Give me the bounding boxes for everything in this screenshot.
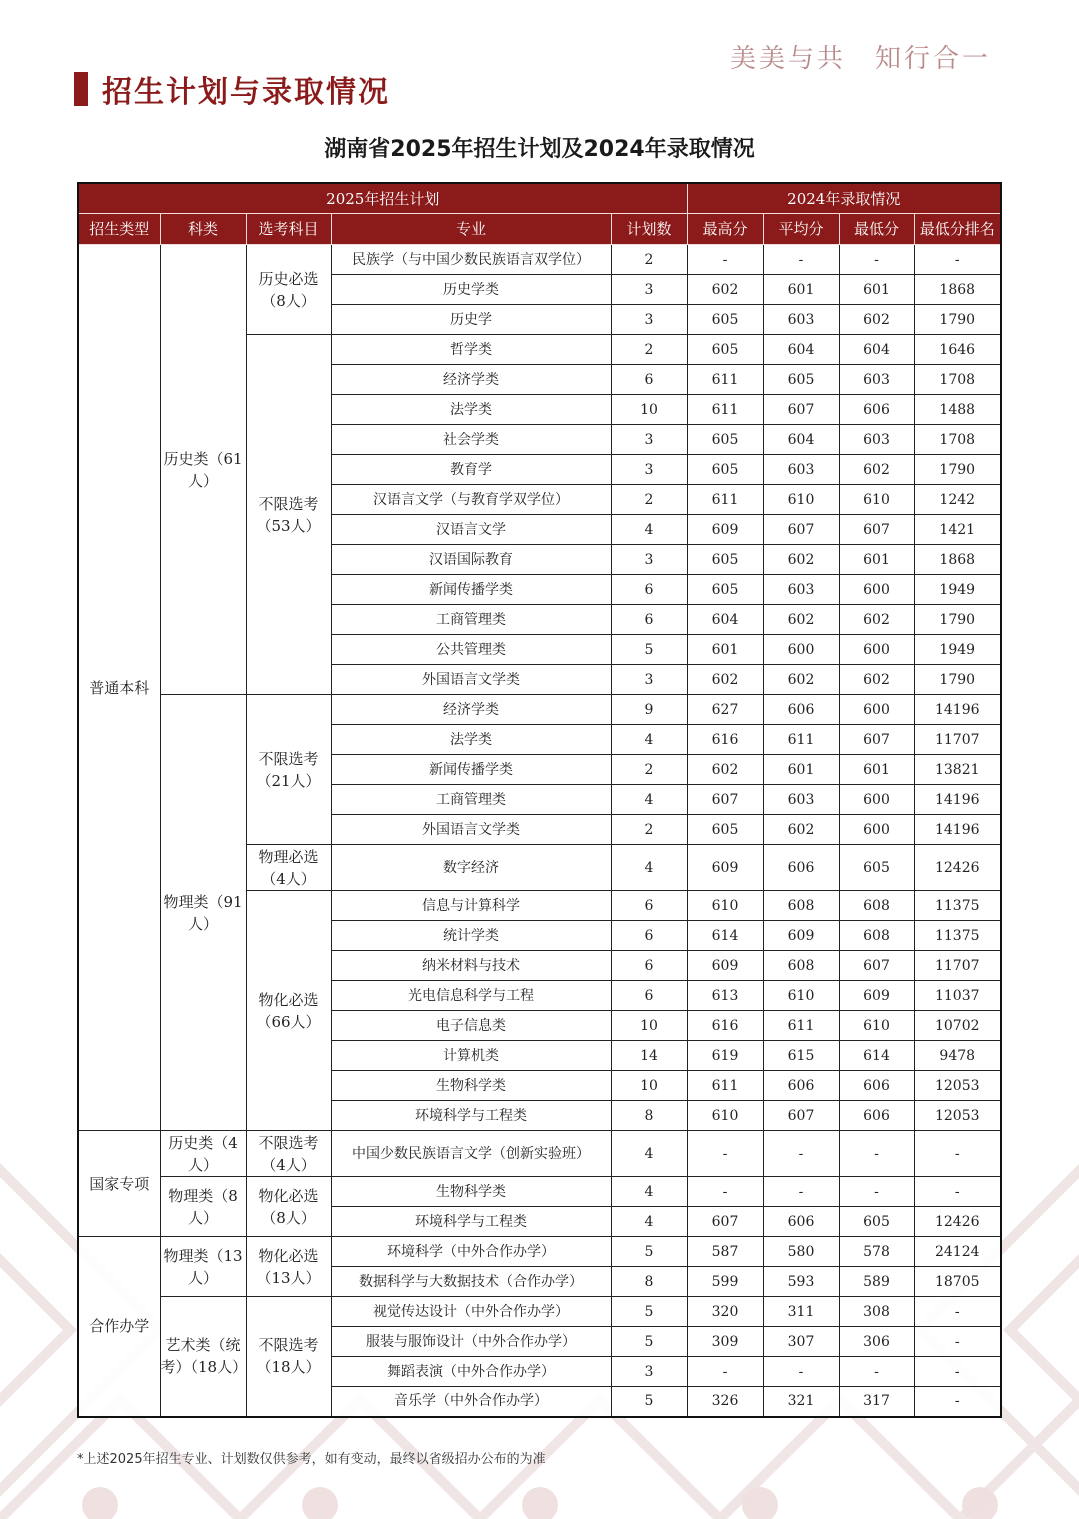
table-title: 湖南省2025年招生计划及2024年录取情况 <box>324 137 755 162</box>
group-cell: 国家专项 <box>78 1131 160 1237</box>
cell-max: 602 <box>687 275 763 305</box>
cell-rank: 9478 <box>914 1041 1001 1071</box>
cell-plan: 10 <box>611 1071 687 1101</box>
group-cell: 物理类（13人） <box>160 1237 246 1297</box>
header-max: 最高分 <box>687 214 763 245</box>
cell-rank: 1949 <box>914 635 1001 665</box>
cell-max: 326 <box>687 1387 763 1417</box>
cell-rank: 24124 <box>914 1237 1001 1267</box>
cell-plan: 6 <box>611 981 687 1011</box>
cell-max: 619 <box>687 1041 763 1071</box>
table-row <box>78 695 1001 725</box>
cell-rank: 1708 <box>914 425 1001 455</box>
cell-min: - <box>839 1131 914 1177</box>
group-cell: 历史类（61人） <box>160 245 246 695</box>
cell-rank: - <box>914 245 1001 275</box>
group-cell: 普通本科 <box>78 245 160 1131</box>
cell-rank: 11037 <box>914 981 1001 1011</box>
cell-major: 服装与服饰设计（中外合作办学） <box>331 1327 611 1357</box>
cell-avg: 610 <box>763 485 839 515</box>
cell-rank: 1868 <box>914 275 1001 305</box>
cell-plan: 5 <box>611 1327 687 1357</box>
cell-min: 601 <box>839 275 914 305</box>
cell-rank: - <box>914 1297 1001 1327</box>
cell-avg: 593 <box>763 1267 839 1297</box>
cell-plan: 4 <box>611 845 687 891</box>
cell-max: 616 <box>687 1011 763 1041</box>
cell-major: 统计学类 <box>331 921 611 951</box>
cell-rank: 12053 <box>914 1071 1001 1101</box>
cell-min: 589 <box>839 1267 914 1297</box>
cell-rank: - <box>914 1357 1001 1387</box>
cell-major: 教育学 <box>331 455 611 485</box>
cell-avg: 606 <box>763 1071 839 1101</box>
cell-max: 614 <box>687 921 763 951</box>
cell-plan: 6 <box>611 951 687 981</box>
cell-plan: 14 <box>611 1041 687 1071</box>
cell-max: 611 <box>687 395 763 425</box>
cell-min: 606 <box>839 1071 914 1101</box>
section-title <box>74 70 390 108</box>
group-cell: 物理类（91人） <box>160 695 246 1131</box>
cell-avg: 607 <box>763 395 839 425</box>
cell-rank: 1790 <box>914 605 1001 635</box>
cell-plan: 3 <box>611 305 687 335</box>
section-title-text: 招生计划与录取情况 <box>102 75 390 110</box>
cell-plan: 6 <box>611 365 687 395</box>
cell-rank: 1790 <box>914 665 1001 695</box>
cell-max: 616 <box>687 725 763 755</box>
cell-plan: 2 <box>611 755 687 785</box>
cell-plan: 3 <box>611 455 687 485</box>
cell-plan: 6 <box>611 605 687 635</box>
cell-max: 611 <box>687 485 763 515</box>
cell-max: - <box>687 1357 763 1387</box>
cell-avg: 610 <box>763 981 839 1011</box>
cell-max: 587 <box>687 1237 763 1267</box>
cell-min: 602 <box>839 305 914 335</box>
cell-min: 317 <box>839 1387 914 1417</box>
group-cell: 合作办学 <box>78 1237 160 1417</box>
cell-rank: 11707 <box>914 725 1001 755</box>
group-cell: 不限选考（21人） <box>246 695 331 845</box>
cell-rank: 1868 <box>914 545 1001 575</box>
group-cell: 历史必选（8人） <box>246 245 331 335</box>
cell-rank: 14196 <box>914 695 1001 725</box>
cell-min: 609 <box>839 981 914 1011</box>
cell-rank: - <box>914 1131 1001 1177</box>
cell-min: 602 <box>839 455 914 485</box>
cell-min: 614 <box>839 1041 914 1071</box>
cell-avg: 606 <box>763 845 839 891</box>
cell-max: 605 <box>687 305 763 335</box>
cell-max: 609 <box>687 515 763 545</box>
cell-min: 603 <box>839 365 914 395</box>
cell-major: 中国少数民族语言文学（创新实验班） <box>331 1131 611 1177</box>
cell-major: 计算机类 <box>331 1041 611 1071</box>
cell-avg: 602 <box>763 605 839 635</box>
cell-rank: - <box>914 1177 1001 1207</box>
header-plan: 计划数 <box>611 214 687 245</box>
cell-major: 汉语言文学 <box>331 515 611 545</box>
group-cell: 物化必选（13人） <box>246 1237 331 1297</box>
cell-min: - <box>839 1357 914 1387</box>
cell-max: 605 <box>687 575 763 605</box>
header-type: 招生类型 <box>78 214 160 245</box>
cell-avg: 580 <box>763 1237 839 1267</box>
section-title-bar <box>74 72 88 106</box>
cell-avg: 604 <box>763 425 839 455</box>
cell-major: 新闻传播学类 <box>331 575 611 605</box>
cell-rank: 13821 <box>914 755 1001 785</box>
cell-max: 602 <box>687 665 763 695</box>
cell-plan: 10 <box>611 395 687 425</box>
cell-max: 611 <box>687 1071 763 1101</box>
cell-major: 汉语国际教育 <box>331 545 611 575</box>
cell-rank: 18705 <box>914 1267 1001 1297</box>
cell-max: 605 <box>687 455 763 485</box>
cell-avg: - <box>763 1177 839 1207</box>
cell-major: 哲学类 <box>331 335 611 365</box>
cell-avg: 311 <box>763 1297 839 1327</box>
cell-rank: 12053 <box>914 1101 1001 1131</box>
cell-min: 603 <box>839 425 914 455</box>
group-cell: 物化必选（66人） <box>246 891 331 1131</box>
cell-plan: 6 <box>611 575 687 605</box>
cell-major: 生物科学类 <box>331 1177 611 1207</box>
cell-plan: 3 <box>611 275 687 305</box>
cell-avg: 615 <box>763 1041 839 1071</box>
cell-plan: 3 <box>611 545 687 575</box>
cell-min: 601 <box>839 755 914 785</box>
cell-avg: - <box>763 1357 839 1387</box>
table-row <box>78 1177 1001 1207</box>
header-group-plan: 2025年招生计划 <box>78 183 687 214</box>
table-row <box>78 245 1001 275</box>
cell-avg: - <box>763 1131 839 1177</box>
cell-plan: 2 <box>611 485 687 515</box>
cell-major: 环境科学与工程类 <box>331 1101 611 1131</box>
cell-plan: 5 <box>611 1237 687 1267</box>
cell-rank: 1421 <box>914 515 1001 545</box>
cell-avg: 603 <box>763 455 839 485</box>
cell-avg: 608 <box>763 891 839 921</box>
cell-plan: 6 <box>611 921 687 951</box>
cell-plan: 4 <box>611 1131 687 1177</box>
header-category: 科类 <box>160 214 246 245</box>
cell-min: 606 <box>839 395 914 425</box>
cell-avg: 607 <box>763 1101 839 1131</box>
cell-rank: 1646 <box>914 335 1001 365</box>
cell-major: 生物科学类 <box>331 1071 611 1101</box>
cell-plan: 2 <box>611 815 687 845</box>
cell-min: 600 <box>839 635 914 665</box>
cell-rank: 1949 <box>914 575 1001 605</box>
group-cell: 艺术类（统考）（18人） <box>160 1297 246 1417</box>
cell-min: 604 <box>839 335 914 365</box>
cell-max: - <box>687 1131 763 1177</box>
cell-rank: 1242 <box>914 485 1001 515</box>
cell-major: 工商管理类 <box>331 785 611 815</box>
cell-major: 经济学类 <box>331 365 611 395</box>
cell-major: 环境科学（中外合作办学） <box>331 1237 611 1267</box>
cell-plan: 3 <box>611 665 687 695</box>
cell-avg: 601 <box>763 755 839 785</box>
cell-min: 605 <box>839 845 914 891</box>
cell-major: 音乐学（中外合作办学） <box>331 1387 611 1417</box>
cell-min: 610 <box>839 485 914 515</box>
cell-avg: 600 <box>763 635 839 665</box>
cell-rank: - <box>914 1327 1001 1357</box>
cell-max: 309 <box>687 1327 763 1357</box>
header-major: 专业 <box>331 214 611 245</box>
cell-max: - <box>687 245 763 275</box>
cell-avg: 602 <box>763 815 839 845</box>
cell-avg: 307 <box>763 1327 839 1357</box>
cell-rank: - <box>914 1387 1001 1417</box>
cell-rank: 12426 <box>914 845 1001 891</box>
cell-min: 608 <box>839 891 914 921</box>
cell-avg: 603 <box>763 305 839 335</box>
cell-min: 602 <box>839 665 914 695</box>
cell-plan: 4 <box>611 725 687 755</box>
cell-min: - <box>839 245 914 275</box>
cell-avg: 603 <box>763 785 839 815</box>
group-cell: 历史类（4人） <box>160 1131 246 1177</box>
cell-avg: 601 <box>763 275 839 305</box>
cell-major: 外国语言文学类 <box>331 815 611 845</box>
cell-major: 新闻传播学类 <box>331 755 611 785</box>
cell-avg: 603 <box>763 575 839 605</box>
cell-rank: 11707 <box>914 951 1001 981</box>
cell-min: 602 <box>839 605 914 635</box>
cell-min: - <box>839 1177 914 1207</box>
cell-rank: 1708 <box>914 365 1001 395</box>
group-cell: 不限选考（4人） <box>246 1131 331 1177</box>
table-row <box>78 1131 1001 1177</box>
header-subject: 选考科目 <box>246 214 331 245</box>
admission-table <box>77 182 1002 1418</box>
cell-plan: 2 <box>611 245 687 275</box>
cell-max: 607 <box>687 785 763 815</box>
cell-plan: 4 <box>611 785 687 815</box>
cell-avg: 604 <box>763 335 839 365</box>
header-rank: 最低分排名 <box>914 214 1001 245</box>
cell-min: 607 <box>839 951 914 981</box>
header-group-admit: 2024年录取情况 <box>687 183 1001 214</box>
cell-rank: 1790 <box>914 455 1001 485</box>
cell-min: 607 <box>839 515 914 545</box>
cell-max: 599 <box>687 1267 763 1297</box>
cell-plan: 10 <box>611 1011 687 1041</box>
cell-min: 606 <box>839 1101 914 1131</box>
table-row <box>78 1297 1001 1327</box>
cell-plan: 8 <box>611 1267 687 1297</box>
slogan: 美美与共 知行合一 <box>729 44 991 74</box>
cell-max: 601 <box>687 635 763 665</box>
cell-max: 604 <box>687 605 763 635</box>
cell-max: 611 <box>687 365 763 395</box>
cell-major: 光电信息科学与工程 <box>331 981 611 1011</box>
cell-avg: 609 <box>763 921 839 951</box>
cell-min: 601 <box>839 545 914 575</box>
cell-major: 经济学类 <box>331 695 611 725</box>
cell-plan: 9 <box>611 695 687 725</box>
cell-min: 605 <box>839 1207 914 1237</box>
cell-rank: 1790 <box>914 305 1001 335</box>
cell-max: 610 <box>687 891 763 921</box>
footnote: *上述2025年招生专业、计划数仅供参考，如有变动，最终以省级招办公布的为准 <box>77 1452 546 1467</box>
cell-major: 法学类 <box>331 725 611 755</box>
cell-avg: 606 <box>763 1207 839 1237</box>
cell-major: 法学类 <box>331 395 611 425</box>
cell-min: 600 <box>839 575 914 605</box>
cell-min: 306 <box>839 1327 914 1357</box>
cell-major: 环境科学与工程类 <box>331 1207 611 1237</box>
cell-max: 627 <box>687 695 763 725</box>
cell-max: 610 <box>687 1101 763 1131</box>
group-cell: 不限选考（53人） <box>246 335 331 695</box>
cell-major: 舞蹈表演（中外合作办学） <box>331 1357 611 1387</box>
cell-max: 605 <box>687 335 763 365</box>
cell-min: 578 <box>839 1237 914 1267</box>
cell-max: 609 <box>687 951 763 981</box>
cell-avg: 606 <box>763 695 839 725</box>
cell-avg: 611 <box>763 1011 839 1041</box>
cell-avg: - <box>763 245 839 275</box>
cell-major: 历史学类 <box>331 275 611 305</box>
cell-min: 607 <box>839 725 914 755</box>
cell-min: 308 <box>839 1297 914 1327</box>
cell-major: 纳米材料与技术 <box>331 951 611 981</box>
cell-plan: 5 <box>611 1387 687 1417</box>
cell-max: 602 <box>687 755 763 785</box>
group-cell: 物化必选（8人） <box>246 1177 331 1237</box>
group-cell: 物理必选（4人） <box>246 845 331 891</box>
cell-rank: 12426 <box>914 1207 1001 1237</box>
cell-max: 605 <box>687 425 763 455</box>
header-avg: 平均分 <box>763 214 839 245</box>
cell-plan: 5 <box>611 1297 687 1327</box>
cell-major: 信息与计算科学 <box>331 891 611 921</box>
cell-major: 外国语言文学类 <box>331 665 611 695</box>
cell-avg: 321 <box>763 1387 839 1417</box>
cell-major: 数据科学与大数据技术（合作办学） <box>331 1267 611 1297</box>
cell-major: 社会学类 <box>331 425 611 455</box>
cell-min: 610 <box>839 1011 914 1041</box>
cell-plan: 5 <box>611 635 687 665</box>
cell-max: - <box>687 1177 763 1207</box>
cell-avg: 608 <box>763 951 839 981</box>
cell-avg: 605 <box>763 365 839 395</box>
cell-major: 公共管理类 <box>331 635 611 665</box>
cell-rank: 10702 <box>914 1011 1001 1041</box>
cell-major: 电子信息类 <box>331 1011 611 1041</box>
cell-avg: 602 <box>763 545 839 575</box>
cell-max: 320 <box>687 1297 763 1327</box>
cell-major: 视觉传达设计（中外合作办学） <box>331 1297 611 1327</box>
cell-max: 605 <box>687 815 763 845</box>
cell-major: 民族学（与中国少数民族语言双学位） <box>331 245 611 275</box>
cell-rank: 11375 <box>914 891 1001 921</box>
cell-min: 608 <box>839 921 914 951</box>
cell-min: 600 <box>839 785 914 815</box>
cell-plan: 8 <box>611 1101 687 1131</box>
cell-rank: 11375 <box>914 921 1001 951</box>
group-cell: 物理类（8人） <box>160 1177 246 1237</box>
cell-major: 工商管理类 <box>331 605 611 635</box>
cell-max: 605 <box>687 545 763 575</box>
cell-avg: 602 <box>763 665 839 695</box>
cell-max: 607 <box>687 1207 763 1237</box>
cell-major: 汉语言文学（与教育学双学位） <box>331 485 611 515</box>
cell-avg: 607 <box>763 515 839 545</box>
cell-plan: 4 <box>611 515 687 545</box>
table-body <box>78 245 1001 1417</box>
cell-plan: 3 <box>611 1357 687 1387</box>
group-cell: 不限选考（18人） <box>246 1297 331 1417</box>
cell-min: 600 <box>839 695 914 725</box>
header-min: 最低分 <box>839 214 914 245</box>
table-row <box>78 1237 1001 1267</box>
cell-plan: 6 <box>611 891 687 921</box>
cell-plan: 3 <box>611 425 687 455</box>
cell-rank: 1488 <box>914 395 1001 425</box>
cell-max: 609 <box>687 845 763 891</box>
cell-rank: 14196 <box>914 815 1001 845</box>
cell-plan: 4 <box>611 1207 687 1237</box>
cell-major: 历史学 <box>331 305 611 335</box>
cell-max: 613 <box>687 981 763 1011</box>
cell-plan: 2 <box>611 335 687 365</box>
cell-major: 数字经济 <box>331 845 611 891</box>
cell-rank: 14196 <box>914 785 1001 815</box>
cell-avg: 611 <box>763 725 839 755</box>
cell-min: 600 <box>839 815 914 845</box>
cell-plan: 4 <box>611 1177 687 1207</box>
